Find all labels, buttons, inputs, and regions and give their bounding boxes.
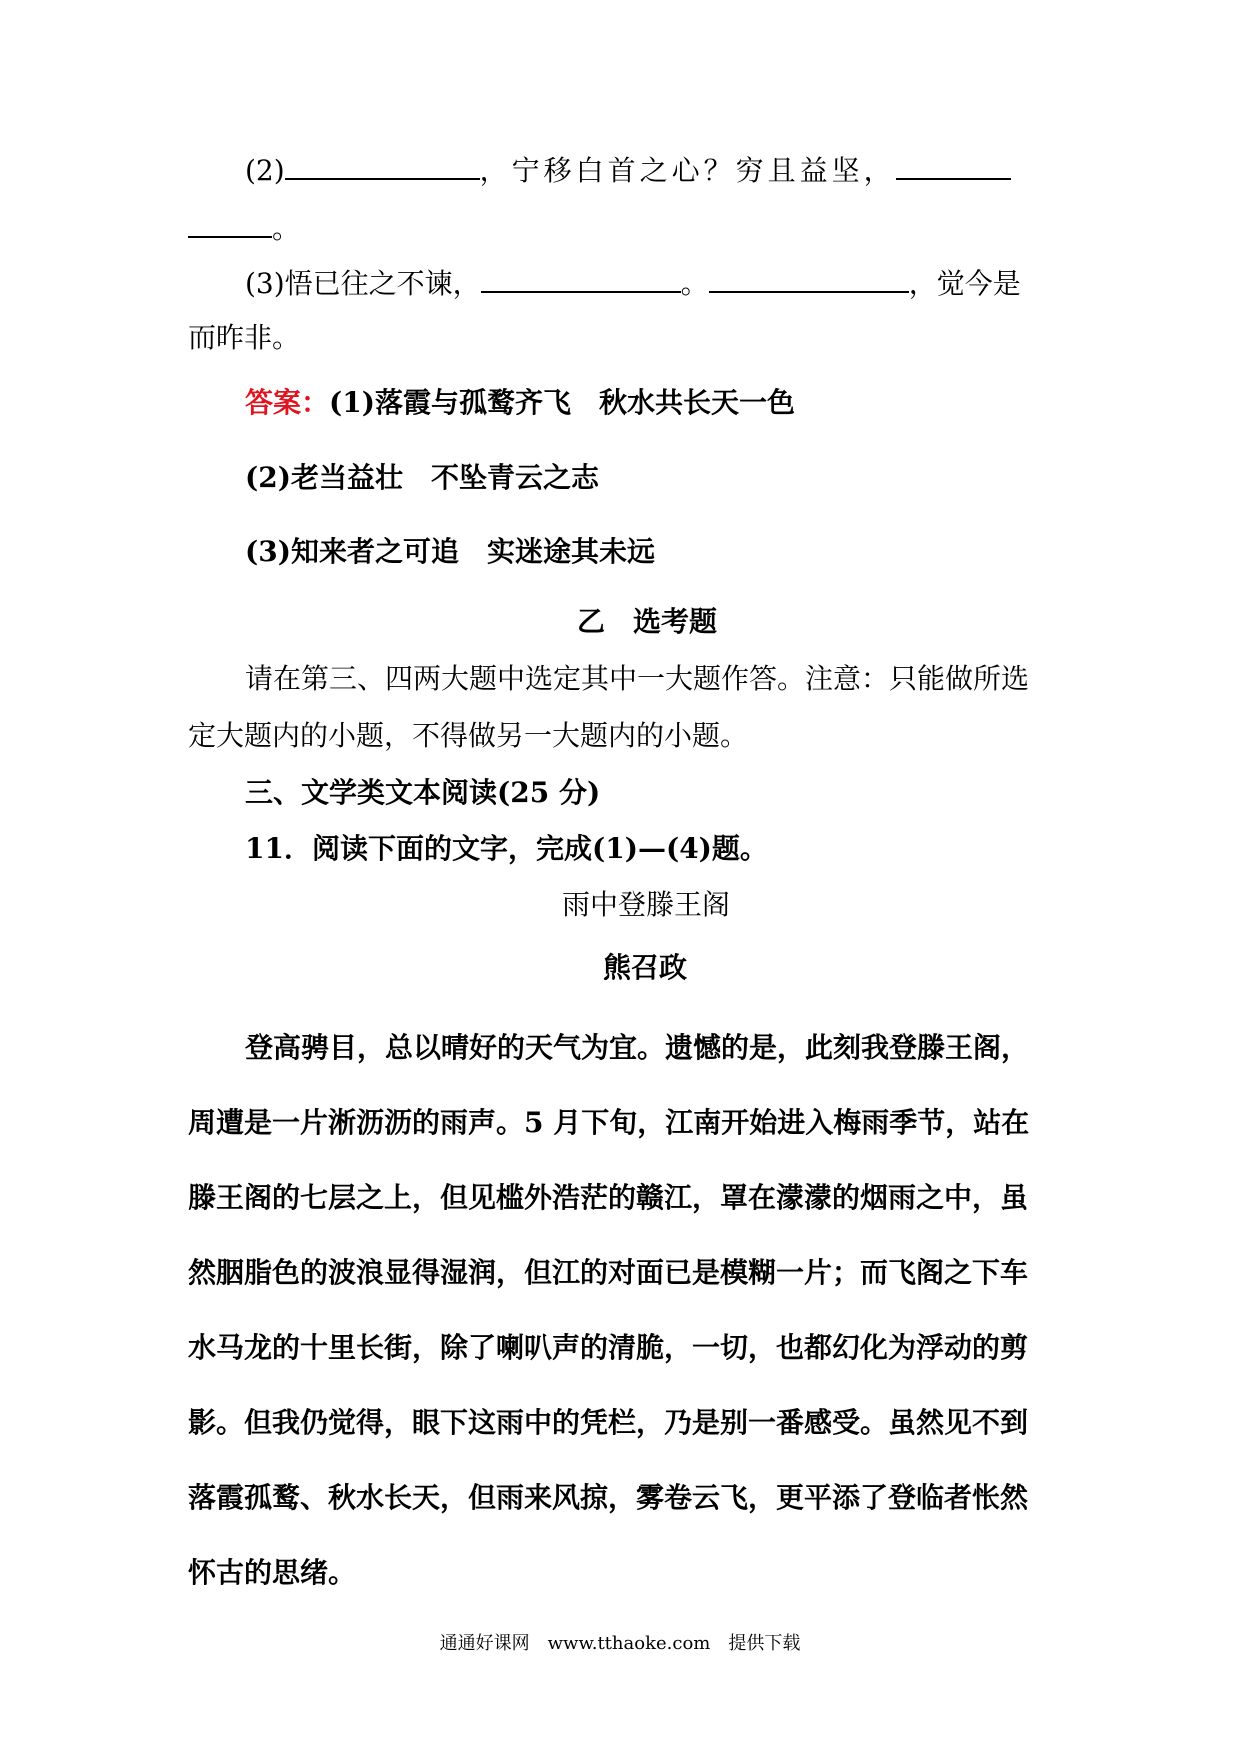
article-title: 雨中登滕王阁	[562, 888, 731, 921]
instruction-line-2: 定大题内的小题，不得做另一大题内的小题。	[188, 719, 749, 752]
article-line: 落霞孤鹜、秋水长天，但雨来风掠，雾卷云飞，更平添了登临者怅然	[188, 1481, 1029, 1514]
article-line: 怀古的思绪。	[188, 1556, 357, 1589]
question-2-line-1	[245, 150, 1011, 191]
question-2-line-2	[188, 208, 300, 249]
question-2-number: (2)	[245, 154, 285, 187]
answer-3: (3)知来者之可追 实迷途其未远	[245, 535, 655, 568]
question-3-line-1	[245, 263, 1021, 304]
section-three-heading: 三、文学类文本阅读(25 分)	[245, 776, 601, 809]
answer-blank	[188, 208, 272, 238]
question-3-text: (3)悟已往之不谏，	[245, 267, 481, 300]
question-3-end: 而昨非。	[188, 321, 301, 354]
answer-line-2	[245, 458, 599, 498]
question-11: 11．阅读下面的文字，完成(1)—(4)题。	[245, 832, 768, 865]
answer-line-3	[245, 532, 655, 572]
article-line: 水马龙的十里长街，除了喇叭声的清脆，一切，也都幻化为浮动的剪	[188, 1331, 1029, 1364]
article-line: 滕王阁的七层之上，但见槛外浩茫的赣江，罩在濛濛的烟雨之中，虽	[188, 1181, 1029, 1214]
answer-1: (1)落霞与孤鹜齐飞 秋水共长天一色	[329, 386, 795, 419]
answer-2: (2)老当益壮 不坠青云之志	[245, 461, 599, 494]
answer-label: 答案：	[245, 386, 330, 419]
article-line: 然胭脂色的波浪显得湿润，但江的对面已是模糊一片；而飞阁之下车	[188, 1256, 1029, 1289]
answer-blank	[285, 150, 480, 180]
question-2-text: ，宁移白首之心？穷且益坚，	[479, 154, 896, 187]
answer-blank	[481, 263, 681, 293]
question-2-end: 。	[272, 212, 301, 245]
answer-blank	[896, 150, 1011, 180]
question-3-sep: 。	[680, 267, 709, 300]
question-3-line-2	[188, 318, 300, 358]
question-3-mid: ，觉今是	[908, 267, 1021, 300]
answer-blank	[709, 263, 909, 293]
article-line: 影。但我仍觉得，眼下这雨中的凭栏，乃是别一番感受。虽然见不到	[188, 1406, 1029, 1439]
article-line: 周遭是一片淅沥沥的雨声。5 月下旬，江南开始进入梅雨季节，站在	[188, 1106, 1030, 1139]
section-title: 乙 选考题	[577, 605, 718, 638]
answer-line-1	[245, 383, 795, 423]
instruction-line-1: 请在第三、四两大题中选定其中一大题作答。注意：只能做所选	[245, 662, 1030, 695]
article-line: 登高骋目，总以晴好的天气为宜。遗憾的是，此刻我登滕王阁，	[245, 1031, 1030, 1064]
article-author: 熊召政	[603, 951, 688, 984]
page-footer: 通通好课网 www.tthaoke.com 提供下载	[439, 1633, 801, 1654]
